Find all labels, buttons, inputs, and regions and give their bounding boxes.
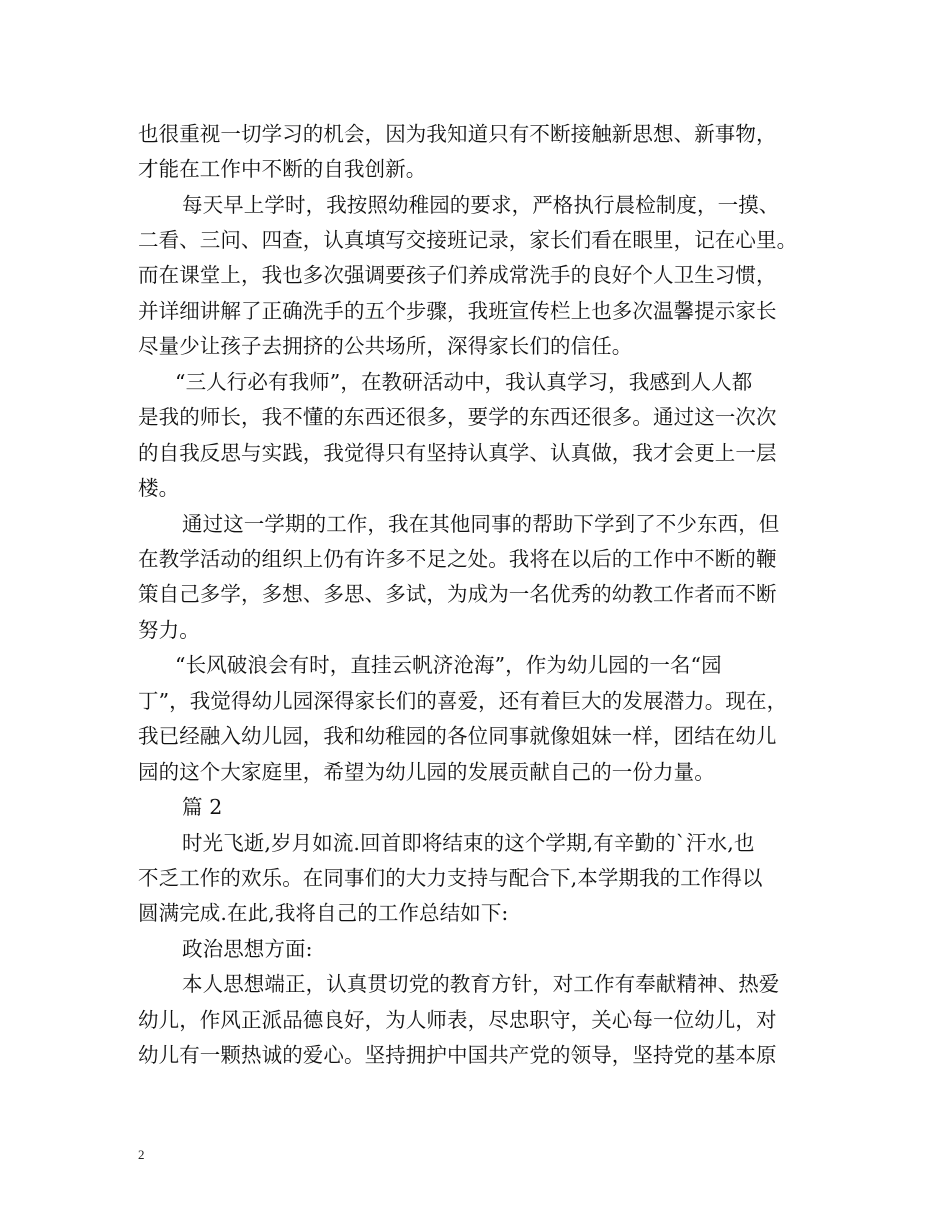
text-line: 而在课堂上，我也多次强调要孩子们养成常洗手的良好个人卫生习惯，	[138, 263, 777, 287]
text-line: 尽量少让孩子去拥挤的公共场所，深得家长们的信任。	[138, 334, 633, 358]
text-line: 丁”，我觉得幼儿园深得家长们的喜爱，还有着巨大的发展潜力。现在，	[138, 689, 788, 713]
text-line: 我已经融入幼儿园，我和幼稚园的各位同事就像姐妹一样，团结在幼儿	[138, 724, 777, 748]
page-number: 2	[138, 1147, 145, 1162]
text-line: 楼。	[138, 476, 180, 500]
paragraph-start-line: 本人思想端正，认真贯切党的教育方针，对工作有奉献精神、热爱	[182, 972, 780, 996]
text-line: 也很重视一切学习的机会，因为我知道只有不断接触新思想、新事物，	[138, 122, 777, 146]
text-line: 园的这个大家庭里，希望为幼儿园的发展贡献自己的一份力量。	[138, 760, 715, 784]
text-line: 才能在工作中不断的自我创新。	[138, 157, 427, 181]
text-line: 策自己多学，多想、多思、多试，为成为一名优秀的幼教工作者而不断	[138, 582, 777, 606]
text-line: 幼儿，作风正派品德良好，为人师表，尽忠职守，关心每一位幼儿，对	[138, 1008, 777, 1032]
text-line: 的自我反思与实践，我觉得只有坚持认真学、认真做，我才会更上一层	[138, 441, 777, 465]
text-line: 努力。	[138, 618, 200, 642]
text-line: 二看、三问、四查，认真填写交接班记录，家长们看在眼里，记在心里。	[138, 228, 798, 252]
text-line: 圆满完成.在此,我将自己的工作总结如下:	[138, 901, 509, 925]
text-line: 不乏工作的欢乐。在同事们的大力支持与配合下,本学期我的工作得以	[138, 866, 763, 890]
text-line: 在教学活动的组织上仍有许多不足之处。我将在以后的工作中不断的鞭	[138, 547, 777, 571]
paragraph-start-line: 通过这一学期的工作，我在其他同事的帮助下学到了不少东西，但	[182, 512, 780, 536]
section-heading: 篇 2	[182, 795, 223, 819]
paragraph-start-line: 每天早上学时，我按照幼稚园的要求，严格执行晨检制度，一摸、	[182, 193, 780, 217]
text-line: 幼儿有一颗热诚的爱心。坚持拥护中国共产党的领导，坚持党的基本原	[138, 1043, 777, 1067]
subsection-heading: 政治思想方面:	[182, 937, 313, 961]
paragraph-start-line: “三人行必有我师”，在教研活动中，我认真学习，我感到人人都	[175, 370, 753, 394]
text-line: 是我的师长，我不懂的东西还很多，要学的东西还很多。通过这一次次	[138, 405, 777, 429]
paragraph-start-line: 时光飞逝,岁月如流.回首即将结束的这个学期,有辛勤的`汗水,也	[182, 831, 755, 855]
text-line: 并详细讲解了正确洗手的五个步骤，我班宣传栏上也多次温馨提示家长	[138, 299, 777, 323]
paragraph-start-line: “长风破浪会有时，直挂云帆济沧海”，作为幼儿园的一名“园	[175, 653, 722, 677]
